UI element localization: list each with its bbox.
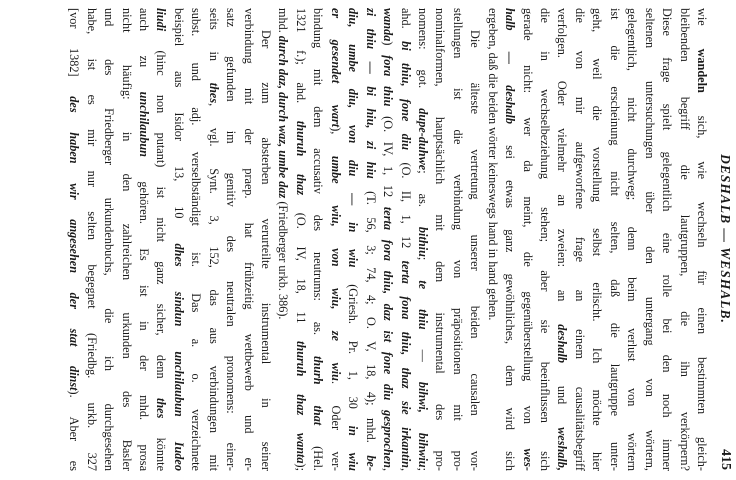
text-run: ergeben, daß die beiden wörter keineswegs hand in hand gehen.	[485, 8, 500, 321]
text-line	[414, 8, 431, 471]
text-run: );	[293, 463, 308, 471]
text-run: (Friedberger urkb. 386).	[276, 198, 291, 320]
page-number: 415	[718, 449, 733, 470]
text-run: )	[381, 41, 396, 56]
emphasized-text: thuruh thaz	[293, 120, 308, 196]
text-run: mhd.	[276, 8, 291, 36]
text-run: gelegentlich, nicht durchweg; denn beim verlust von wörtern	[625, 8, 640, 471]
text-run: (hinc non putant) ist nicht ganz sicher, denn	[154, 31, 169, 398]
emphasized-text: deshalb	[555, 324, 570, 364]
text-run: (O. IV, 18, 11	[293, 195, 308, 342]
text-line	[693, 8, 710, 471]
text-line	[152, 8, 169, 471]
text-line	[536, 8, 553, 471]
text-line	[466, 8, 483, 471]
text-line	[361, 8, 378, 471]
text-run: die von mir aufgeworfene frage an einem causalitätsbegriff	[572, 8, 587, 471]
emphasized-text: wanda	[381, 8, 396, 42]
emphasized-text: wandeln	[695, 48, 709, 93]
text-run: —	[416, 329, 430, 382]
text-run: ,	[381, 467, 396, 471]
emphasized-text: te thiu	[416, 280, 430, 330]
text-run: und des Friedberger urkundenbuchs, die ich durchgesehen	[102, 8, 117, 471]
emphasized-text: fora thiu	[381, 55, 396, 107]
text-line	[605, 8, 622, 471]
text-line	[326, 8, 343, 471]
text-line	[431, 8, 448, 471]
text-run: sich, wie wechseln für einen bestimmten gleich-	[695, 92, 709, 471]
emphasized-text: zi thiu — bi hiu, zi hiu	[363, 8, 378, 179]
emphasized-text: des haben wir angesehen der stat dinst	[67, 96, 82, 391]
text-line	[82, 8, 99, 471]
text-line	[640, 8, 657, 471]
text-run: 1321 f.); ahd.	[293, 8, 308, 121]
text-run: subst. und adj. verselbständigt ist. Das a. o. verzeichnete	[189, 8, 204, 471]
text-run: nomens: got.	[416, 8, 430, 109]
text-line	[257, 8, 274, 471]
emphasized-text: terta fora thiu, daz ist fone diu gesprochen	[381, 206, 396, 468]
text-line	[169, 8, 186, 471]
text-line	[396, 8, 413, 471]
text-run: auch zu	[137, 8, 151, 92]
running-title: DESHALB — WESHALB.	[718, 154, 733, 324]
emphasized-text: bi thiu, fone diu	[398, 41, 413, 151]
text-run: (Hel.	[311, 425, 326, 471]
text-run: ),	[328, 127, 343, 156]
emphasized-text: thurh that	[311, 356, 326, 426]
text-run: gerade nicht: wer da meint, die gegenüberstellung von	[520, 8, 535, 449]
text-run: stellungen ist die verbindung von präpositionen mit pro-	[450, 8, 465, 471]
text-run: nominalformen, hauptsächlich mit dem instrumental des pro-	[433, 8, 448, 471]
text-line	[100, 8, 117, 471]
text-run: Die älteste vertretung unserer beiden causalen vor-	[468, 30, 483, 471]
emphasized-text: bihwi, bihwiu	[416, 381, 430, 468]
text-line	[187, 8, 204, 471]
emphasized-text: dupe-duhwe	[416, 108, 430, 171]
text-run: ;	[416, 256, 430, 281]
text-run: (O. II, 1, 12	[398, 150, 413, 261]
text-line	[292, 8, 309, 471]
emphasized-text: weshalb,	[555, 427, 570, 471]
text-run: ;	[416, 467, 430, 471]
text-run: sei etwas ganz gewöhnliches, dem wird sich	[503, 124, 518, 471]
text-run: könnte	[154, 418, 169, 471]
emphasized-text: durch daz, durch waz, umbe daz	[276, 35, 291, 199]
emphasized-text: umbe wiu, von wiu, ze wiu	[328, 155, 343, 381]
text-run: ; as.	[416, 170, 430, 227]
text-line	[571, 8, 588, 471]
text-line	[553, 8, 570, 471]
emphasized-text: terta fona thiu, thaz sie irkantin	[398, 260, 413, 468]
emphasized-text: diu, umbe diu, von diu — in wiu	[346, 8, 361, 268]
emphasized-text: thes	[154, 397, 169, 419]
emphasized-text: be-	[363, 455, 378, 471]
text-line	[623, 8, 640, 471]
text-run: ist die erscheinung nicht selten, daß die lautgruppe unter-	[607, 8, 622, 471]
text-run: habe, ist es mir nur selten begegnet (Friedbg. urkb. 327	[84, 8, 99, 471]
text-line	[588, 8, 605, 471]
text-line	[117, 8, 134, 471]
text-run: . Oder ver-	[328, 381, 343, 471]
text-run: bleibenden begriff die lautgruppen, die ihn verkörpern?	[677, 8, 692, 471]
text-line	[483, 8, 500, 471]
text-run: (Griesh. Pr. 1, 30	[346, 267, 361, 426]
text-run: seltenen untersuchungen über den untergang von wörtern,	[642, 8, 657, 471]
text-line	[379, 8, 396, 471]
text-line	[222, 8, 239, 471]
text-run: geht, weil die vorstellung selbst erlischt. Ich möchte hier	[590, 8, 605, 471]
text-line	[204, 8, 221, 471]
text-line	[518, 8, 535, 471]
text-run: (T. 56, 3; 74, 4; O. V, 18, 4); mhd.	[363, 178, 378, 456]
text-run: ,	[398, 467, 413, 471]
emphasized-text: dhes sindun unchilaubun Iudeo	[171, 243, 186, 471]
text-line	[65, 8, 82, 471]
text-line	[135, 8, 152, 471]
text-line	[239, 8, 256, 471]
text-run: wie	[695, 8, 709, 49]
text-run: seits in	[206, 8, 221, 83]
text-run: Der zum absterben verurteilte instrumental in seiner	[259, 30, 274, 471]
text-run: satz gefunden im genitiv des neutralen pronomens: einer-	[224, 8, 239, 471]
text-line	[658, 8, 675, 471]
emphasized-text: thes	[206, 82, 221, 104]
text-run: die in wechselbeziehung stehen; aber sie beeinflussen sich	[538, 8, 553, 471]
text-run: , vgl. Synt. 3, 152, das aus verbindungen mit	[206, 103, 221, 471]
emphasized-text: liudi	[154, 8, 169, 32]
text-run: [vor 1382]	[67, 8, 82, 97]
text-run: gehören. Es ist in der mhd. prosa	[137, 156, 151, 471]
text-line	[675, 8, 692, 471]
emphasized-text: in wiu	[346, 425, 361, 471]
emphasized-text: wes-	[520, 448, 535, 471]
page-header	[709, 8, 733, 470]
text-run: ). Aber es	[67, 390, 82, 471]
text-run: verbindung mit der praep. hat frühzeitig wettbewerb und er-	[241, 8, 256, 471]
text-run: nicht häufig: in den zahlreichen urkunden des Basler	[119, 8, 134, 471]
text-run: ahd.	[398, 8, 413, 42]
text-line	[309, 8, 326, 471]
text-run: und	[555, 363, 570, 428]
text-run: beispiel aus Isidor 13, 10	[171, 8, 186, 244]
text-line	[448, 8, 465, 471]
text-run: verfolgen. Oder vielmehr an zweien: an	[555, 8, 570, 325]
emphasized-text: unchilaubun	[137, 91, 151, 157]
text-line	[344, 8, 361, 471]
emphasized-text: bithiu	[416, 226, 430, 257]
emphasized-text: er gesendet wart	[328, 8, 343, 128]
text-run: (O. IV, 1, 12	[381, 106, 396, 207]
text-run: Diese frage spielt gelegentlich eine rolle bei den noch immer	[660, 8, 675, 471]
emphasized-text: thuruh thaz wanta	[293, 341, 308, 464]
text-run: bindung mit dem accusativ des neutrums: as.	[311, 8, 326, 357]
text-line	[501, 8, 518, 471]
emphasized-text: halb — deshalb	[503, 8, 518, 124]
text-line	[274, 8, 291, 471]
body-text	[65, 8, 710, 471]
